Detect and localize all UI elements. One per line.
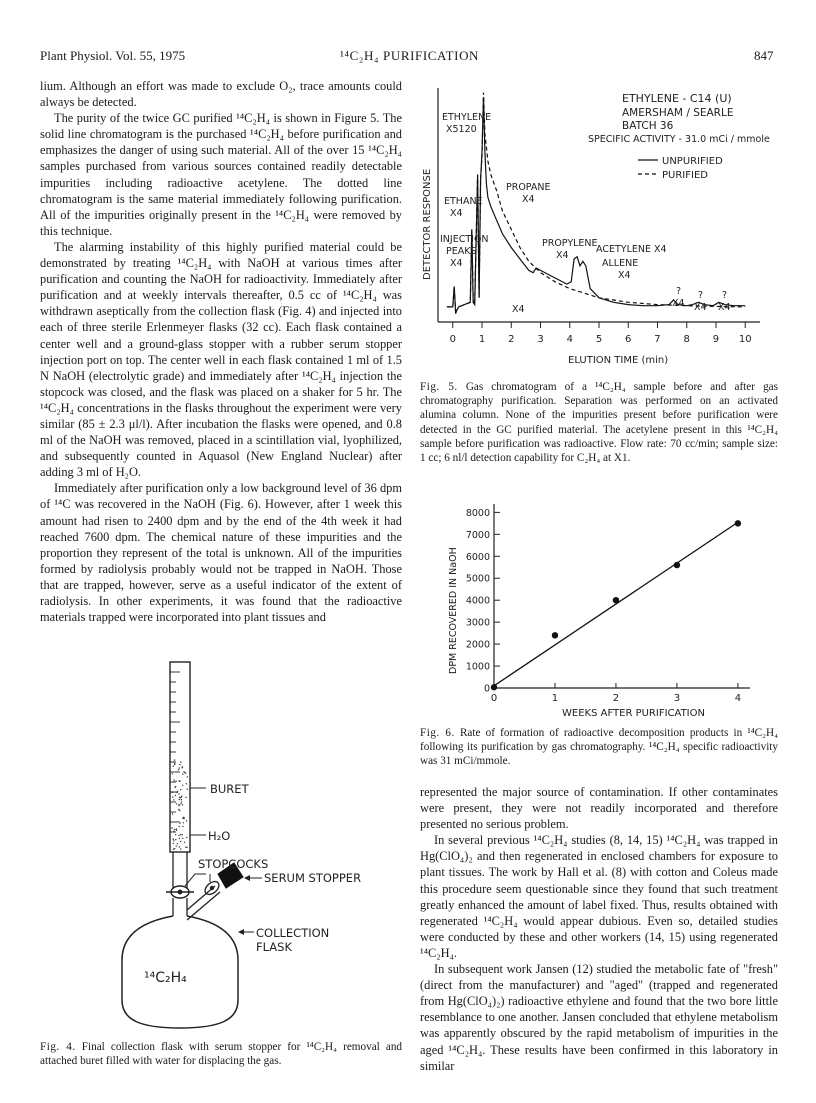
label-propylene-gain: X4 [556, 250, 569, 261]
stipple-dot [187, 776, 188, 777]
x-axis-label: ELUTION TIME (min) [568, 355, 669, 366]
stipple-dot [175, 839, 176, 840]
stipple-dot [174, 763, 175, 764]
stipple-dot [173, 766, 174, 767]
label-bottom-gain: X4 [512, 304, 525, 315]
fit-line [494, 522, 738, 686]
x-tick-label: 9 [712, 334, 720, 345]
x-ticks [450, 322, 752, 345]
x-tick-label: 10 [738, 334, 752, 345]
figure-5-chromatogram [418, 80, 776, 378]
stipple-dot [180, 834, 181, 835]
label-allene: ALLENE [602, 258, 639, 269]
stipple-dot [176, 792, 177, 793]
info-activity: SPECIFIC ACTIVITY - 31.0 mCi / mmole [588, 134, 770, 145]
figure-6-caption [420, 726, 778, 769]
stipple-dot [178, 804, 179, 805]
data-point [552, 632, 558, 638]
label-unknown-1-gain: X4 [672, 298, 685, 309]
stipple-dot [179, 767, 180, 768]
collection-label: COLLECTION [256, 926, 330, 940]
info-title: ETHYLENE - C14 (U) [622, 92, 732, 105]
journal-citation: Plant Physiol. Vol. 55, 1975 [40, 48, 186, 63]
x-tick-label: 1 [551, 693, 559, 704]
x-tick-label: 0 [449, 334, 456, 345]
paragraph: represented the major source of contamination. If other contaminates were present, they were not readily incorporated and therefore presented no serious problem. [420, 785, 778, 832]
stipple-dot [172, 773, 173, 774]
stipple-dot [181, 802, 182, 803]
x-axis-label: WEEKS AFTER PURIFICATION [562, 708, 705, 719]
stipple-dot [178, 835, 179, 836]
stipple-dot [181, 767, 182, 768]
stipple-dot [182, 785, 183, 786]
stipple-dot [173, 839, 174, 840]
stipple-dot [181, 799, 182, 800]
x-ticks [491, 683, 741, 704]
stipple-dot [179, 810, 180, 811]
y-tick-label: 4000 [465, 595, 490, 607]
x-tick-label: 2 [612, 693, 620, 704]
label-unknown-3: ? [722, 290, 728, 301]
stipple-dot [182, 804, 183, 805]
stipple-dot [179, 838, 180, 839]
caption-label: Fig. 4. [40, 1041, 76, 1053]
paragraph: lium. Although an effort was made to exclude O₂, trace amounts could always be detected. [40, 79, 402, 110]
buret-graduations [170, 672, 180, 832]
gas-label: ¹⁴C₂H₄ [144, 970, 187, 986]
info-supplier: AMERSHAM / SEARLE [622, 107, 734, 119]
caption-label: Fig. 6. [420, 727, 455, 739]
stipple-dot [182, 838, 183, 839]
stipple-dot [186, 847, 187, 848]
stipple-dot [172, 813, 173, 814]
legend-purified: PURIFIED [662, 170, 708, 181]
stopcocks-label: STOPCOCKS [198, 857, 269, 871]
right-column-text [420, 784, 778, 1074]
stipple-dot [173, 840, 174, 841]
label-propane-gain: X4 [522, 194, 535, 205]
label-propane: PROPANE [506, 182, 551, 193]
y-tick-label: 5000 [465, 573, 490, 585]
figure-4-caption [40, 1040, 402, 1068]
y-axis-label: DETECTOR RESPONSE [422, 168, 433, 280]
stipple-dot [173, 843, 174, 844]
x-tick-label: 0 [490, 693, 498, 704]
stipple-dot [173, 761, 174, 762]
y-tick-label: 3000 [465, 617, 490, 629]
figure-5-caption [420, 380, 778, 465]
buret-water-stipple [171, 759, 188, 850]
stipple-dot [186, 783, 187, 784]
x-tick-label: 3 [537, 334, 544, 345]
stipple-dot [172, 796, 173, 797]
stipple-dot [173, 799, 174, 800]
stipple-dot [178, 769, 179, 770]
label-unknown-2-gain: X4 [694, 302, 707, 313]
stipple-dot [182, 774, 183, 775]
stipple-dot [180, 789, 181, 790]
info-batch: BATCH 36 [622, 120, 674, 132]
stipple-dot [174, 787, 175, 788]
stipple-dot [183, 818, 184, 819]
stipple-dot [179, 826, 180, 827]
stipple-dot [186, 820, 187, 821]
stipple-dot [175, 795, 176, 796]
x-tick-label: 1 [478, 334, 486, 345]
stipple-dot [179, 764, 180, 765]
caption-text: Rate of formation of radioactive decomposition products in ¹⁴C₂H₄ following its purification by gas chromatography. ¹⁴C₂H₄ specific radioactivity was 31 mCi/mmole. [420, 727, 778, 768]
series-unpurified [447, 97, 745, 314]
stipple-dot [179, 781, 180, 782]
buret-label: BURET [210, 782, 249, 796]
y-tick-label: 8000 [465, 507, 490, 519]
x-tick-label: 7 [654, 334, 661, 345]
label-acetylene: ACETYLENE X4 [596, 244, 667, 255]
stipple-dot [181, 796, 182, 797]
label-injection: INJECTION [440, 234, 489, 245]
stipple-dot [175, 834, 176, 835]
label-propylene: PROPYLENE [542, 238, 598, 249]
x-tick-label: 3 [673, 693, 681, 704]
stipple-dot [172, 791, 173, 792]
x-tick-label: 4 [734, 693, 742, 704]
stipple-dot [179, 846, 180, 847]
stipple-dot [187, 789, 188, 790]
label-ethane: ETHANE [444, 196, 483, 207]
caption-text: Final collection flask with serum stopper for ¹⁴C₂H₄ removal and attached buret filled with water for displacing the gas. [40, 1041, 403, 1068]
label-peaks: PEAKS [446, 246, 477, 257]
paragraph: In several previous ¹⁴C₂H₄ studies (8, 14, 15) ¹⁴C₂H₄ was trapped in Hg(ClO₄)₂ and then regenerated in enclosed chambers for exposure to plant tissues. The work by Hall et al. (8) with cotton and Coleus made this procedure seem questionable since they found that such treatment greatly enhanced the amount of label fixed. Thus, results obtained with regenerated ¹⁴C₂H₄ would appear dubious. Even so, detailed studies were conducted by these and other workers (14, 15) using regenerated ¹⁴C₂H₄. [420, 833, 778, 960]
stipple-dot [180, 841, 181, 842]
label-ethylene: ETHYLENE [442, 112, 492, 123]
data-point [613, 597, 619, 603]
label-injection-gain: X4 [450, 258, 463, 269]
legend-unpurified: UNPURIFIED [662, 156, 723, 167]
stipple-dot [173, 781, 174, 782]
stipple-dot [178, 793, 179, 794]
caption-text: Gas chromatogram of a ¹⁴C₂H₄ sample before and after gas chromatography purification. Separation was performed on an activated alumina column. None of the impurities present before purification were detected in the GC purified material. The acetylene present in this ¹⁴C₂H₄ sample before purification was radioactive. Flow rate: 70 cc/min; sample size: 1 cc; 6 nl/l detection capability for C₂H₄ at X1. [420, 381, 778, 465]
stipple-dot [176, 830, 177, 831]
y-tick-label: 7000 [465, 529, 490, 541]
y-tick-label: 2000 [465, 639, 490, 651]
stipple-dot [174, 829, 175, 830]
y-tick-label: 0 [483, 683, 490, 695]
label-unknown-3-gain: X4 [718, 302, 731, 313]
stipple-dot [171, 827, 172, 828]
stipple-dot [174, 779, 175, 780]
paragraph: In subsequent work Jansen (12) studied the metabolic fate of "fresh" (direct from the manufacturer) and "aged" (trapped and regenerated from Hg(ClO₄)₂) radioactive ethylene and found that the two bore little resemblance to one another. Jansen concluded that ethylene metabolism was apparently obscured by the rapid metabolism of impurities in the aged ¹⁴C₂H₄. These results have been confirmed in this laboratory in similar [420, 962, 778, 1073]
y-tick-label: 6000 [465, 551, 490, 563]
label-unknown-2: ? [698, 290, 704, 301]
stipple-dot [174, 759, 175, 760]
label-allene-gain: X4 [618, 270, 631, 281]
water-label: H₂O [208, 829, 231, 843]
flask-label: FLASK [256, 940, 292, 954]
left-column-text [40, 78, 402, 625]
stipple-dot [180, 762, 181, 763]
label-unknown-1: ? [676, 286, 682, 297]
stipple-dot [180, 848, 181, 849]
stipple-dot [186, 797, 187, 798]
stipple-dot [180, 803, 181, 804]
caption-label: Fig. 5. [420, 381, 458, 393]
paragraph: The alarming instability of this highly purified material could be demonstrated by treating ¹⁴C₂H₄ with NaOH at various times after purification and counting the NaOH for radioactivity. Immediately after purification and at weekly intervals thereafter, 0.5 cc of ¹⁴C₂H₄ was withdrawn aseptically from the collection flask (Fig. 4) and injected into each of three sterile Erlenmeyer flasks (32 cc). Each flask contained a center well and a ground-glass stopper with a rubber serum stopper injection port on top. The center well in each flask contained 1 ml of 1.5 N NaOH (electrolytic grade) and immediately after ¹⁴C₂H₄ injection the stopcock was closed, and the flask was placed on a shaker for 5 hr. The ¹⁴C₂H₄ concentrations in the flasks throughout the experiment were very similar (85 ± 2.3 μl/l). After incubation the flasks were opened, and 0.8 ml of the NaOH was removed, placed in a scintillation vial, lyophilized, and subsequently counted in Aquasol (New England Nuclear) after adding 3 ml of H₂O. [40, 239, 402, 480]
stipple-dot [178, 809, 179, 810]
running-title: ¹⁴C₂H₄ PURIFICATION [340, 48, 480, 63]
stipple-dot [184, 842, 185, 843]
stipple-dot [183, 817, 184, 818]
figure-4-diagram [40, 660, 402, 1032]
page-number: 847 [754, 48, 774, 63]
stipple-dot [185, 847, 186, 848]
stipple-dot [176, 781, 177, 782]
data-point [735, 520, 741, 526]
stipple-dot [182, 834, 183, 835]
stipple-dot [173, 849, 174, 850]
stipple-dot [176, 828, 177, 829]
series-purified [447, 93, 745, 314]
stipple-dot [182, 826, 183, 827]
y-axis-label: DPM RECOVERED IN NaOH [448, 547, 459, 674]
x-tick-label: 8 [683, 334, 690, 345]
stipple-dot [174, 848, 175, 849]
figure-6-plot [420, 496, 770, 722]
data-point [491, 684, 497, 690]
stipple-dot [176, 803, 177, 804]
paragraph: Immediately after purification only a low background level of 36 dpm of ¹⁴C was recovered in the NaOH (Fig. 6). However, after 1 week this amount had risen to 2400 dpm and by the end of the 4th week it had reached 7600 dpm. The chemical nature of these impurities and the proportion they represent of the total is unknown. All of the impurities formed by radiolysis probably would not be trapped in NaOH. Those that are trapped, however, serve as a useful indicator of the extent of radiolysis. In other experiments, it was found that the radioactive materials trapped were incorporated into plant tissues and [40, 481, 402, 625]
y-tick-label: 1000 [465, 661, 490, 673]
stipple-dot [180, 797, 181, 798]
data-point [674, 562, 680, 568]
stipple-dot [177, 843, 178, 844]
stipple-dot [179, 799, 180, 800]
x-tick-label: 2 [508, 334, 515, 345]
stipple-dot [173, 831, 174, 832]
stipple-dot [179, 823, 180, 824]
serum-stopper-label: SERUM STOPPER [264, 871, 362, 885]
stipple-dot [184, 772, 185, 773]
x-tick-label: 5 [595, 334, 603, 345]
x-tick-label: 6 [625, 334, 632, 345]
x-tick-label: 4 [566, 334, 573, 345]
label-ethylene-gain: X5120 [446, 124, 477, 135]
y-ticks [466, 508, 500, 695]
label-ethane-gain: X4 [450, 208, 463, 219]
paragraph: The purity of the twice GC purified ¹⁴C₂H₄ is shown in Figure 5. The solid line chromatogram is the purchased ¹⁴C₂H₄ before purification and emphasizes the danger of using such material. All of the over 15 ¹⁴C₂H₄ samples purchased from various sources contained readily detectable impurities including radioactive acetylene. The dotted line chromatogram is the same material immediately following purification. All of the impurities originally present in the ¹⁴C₂H₄ were removed by this technique. [40, 111, 402, 238]
stipple-dot [186, 837, 187, 838]
stipple-dot [183, 822, 184, 823]
stipple-dot [176, 845, 177, 846]
